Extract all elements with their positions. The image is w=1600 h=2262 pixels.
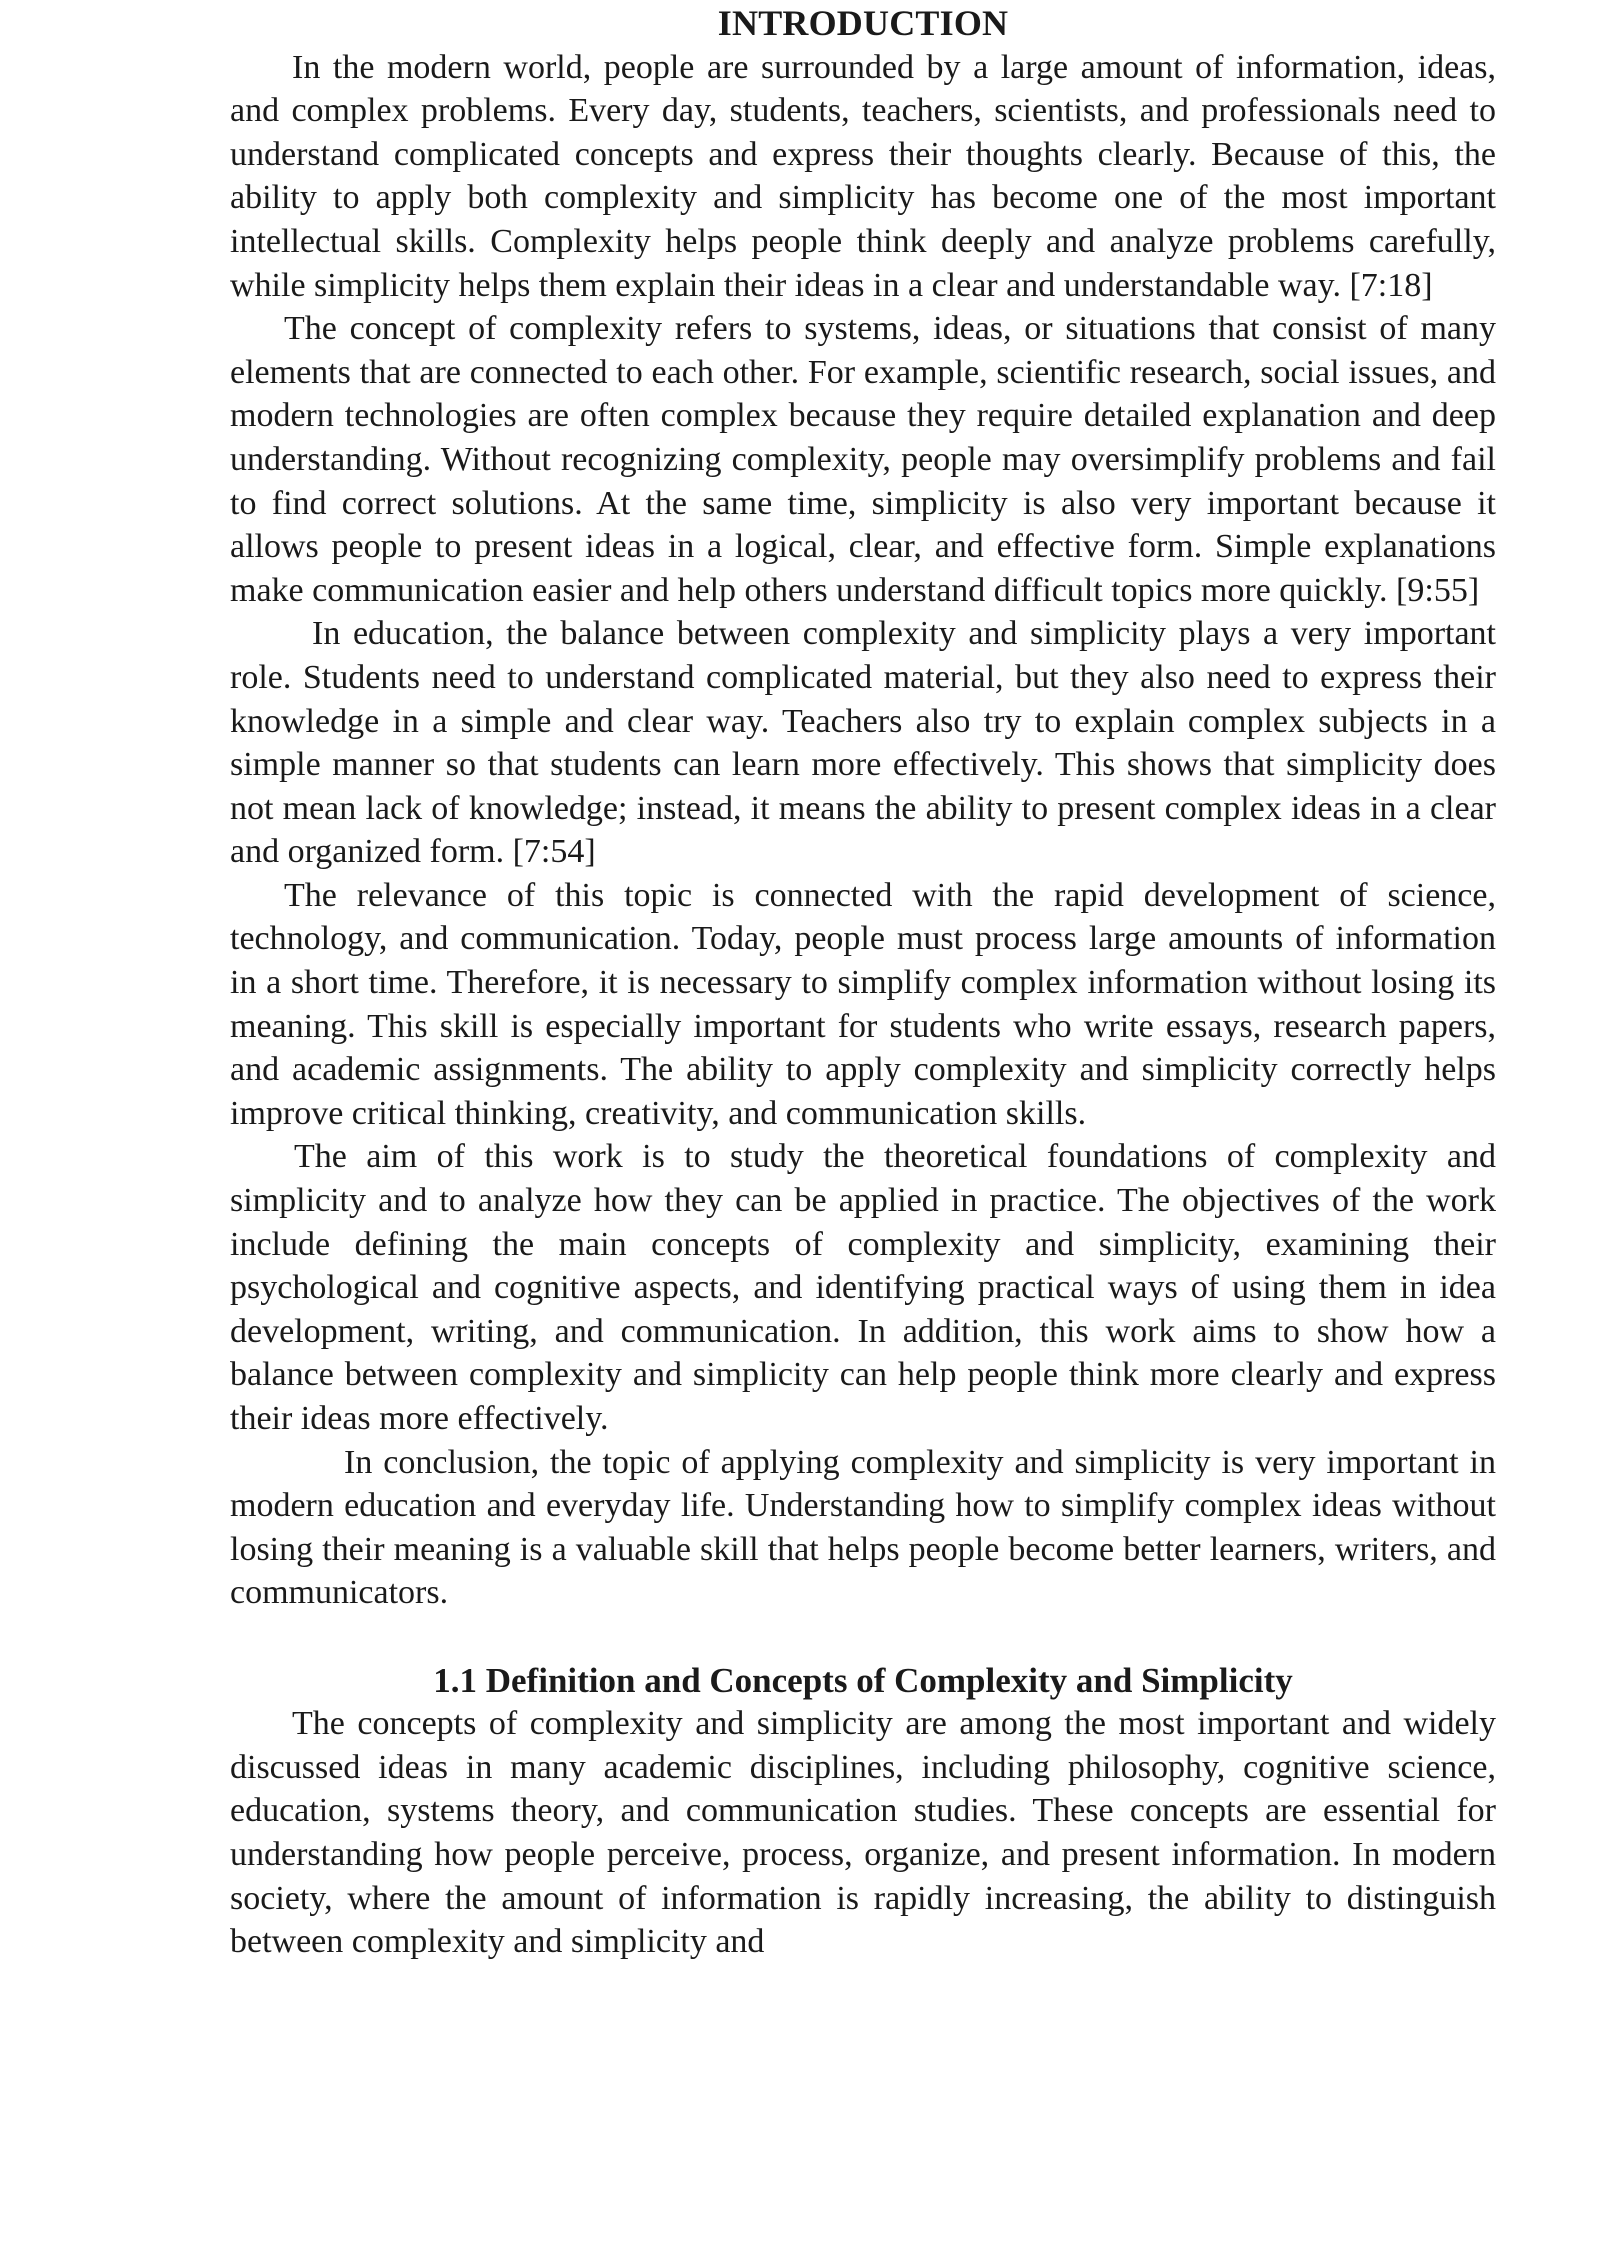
intro-paragraph-5: The aim of this work is to study the theoretical foundations of complexity and simplicity and to analyze how they can be applied in practice. The objectives of the work include defining the main concepts of complexity and simplicity, examining their psychological and cognitive aspects, and identifying practical ways of using them in idea development, writing, and communication. In addition, this work aims to show how a balance between complexity and simplicity can help people think more clearly and express their ideas more effectively. xyxy=(230,1138,1496,1437)
intro-paragraph-2: The concept of complexity refers to systems, ideas, or situations that consist of many elements that are connected to each other. For example, scientific research, social issues, and modern technologies are often complex because they require detailed explanation and deep understanding. Without recognizing complexity, people may oversimplify problems and fail to find correct solutions. At the same time, simplicity is also very important because it allows people to present ideas in a logical, clear, and effective form. Simple explanations make communication easier and help others understand difficult topics more quickly. [9:55] xyxy=(230,310,1496,609)
section-heading: 1.1 Definition and Concepts of Complexity and Simplicity xyxy=(433,1660,1293,1700)
page-title: INTRODUCTION xyxy=(717,3,1009,43)
intro-paragraph-6: In conclusion, the topic of applying complexity and simplicity is very important in modern education and everyday life. Understanding how to simplify complex ideas without losing their meaning is a valuable skill that helps people become better learners, writers, and communicators. xyxy=(230,1443,1496,1612)
intro-paragraph-3: In education, the balance between complexity and simplicity plays a very important role. Students need to understand complicated material, but they also need to express their knowledge in a simple and clear way. Teachers also try to explain complex subjects in a simple manner so that students can learn more effectively. This shows that simplicity does not mean lack of knowledge; instead, it means the ability to present complex ideas in a clear and organized form. [7:54] xyxy=(230,615,1496,871)
intro-paragraph-4: The relevance of this topic is connected with the rapid development of science, technology, and communication. Today, people must process large amounts of information in a short time. Therefore, it is necessary to simplify complex information without losing its meaning. This skill is especially important for students who write essays, research papers, and academic assignments. The ability to apply complexity and simplicity correctly helps improve critical thinking, creativity, and communication skills. xyxy=(230,876,1496,1132)
section-paragraph-1: The concepts of complexity and simplicity are among the most important and widely discussed ideas in many academic disciplines, including philosophy, cognitive science, education, systems theory, and communication studies. These concepts are essential for understanding how people perceive, process, organize, and present information. In modern society, where the amount of information is rapidly increasing, the ability to distinguish between complexity and simplicity and xyxy=(230,1705,1496,1961)
document-page xyxy=(230,0,1496,1964)
section-spacer xyxy=(230,1615,1496,1659)
intro-paragraph-1: In the modern world, people are surrounded by a large amount of information, ideas, and complex problems. Every day, students, teachers, scientists, and professionals need to understand complicated concepts and express their thoughts clearly. Because of this, the ability to apply both complexity and simplicity has become one of the most important intellectual skills. Complexity helps people think deeply and analyze problems carefully, while simplicity helps them explain their ideas in a clear and understandable way. [7:18] xyxy=(230,48,1496,304)
